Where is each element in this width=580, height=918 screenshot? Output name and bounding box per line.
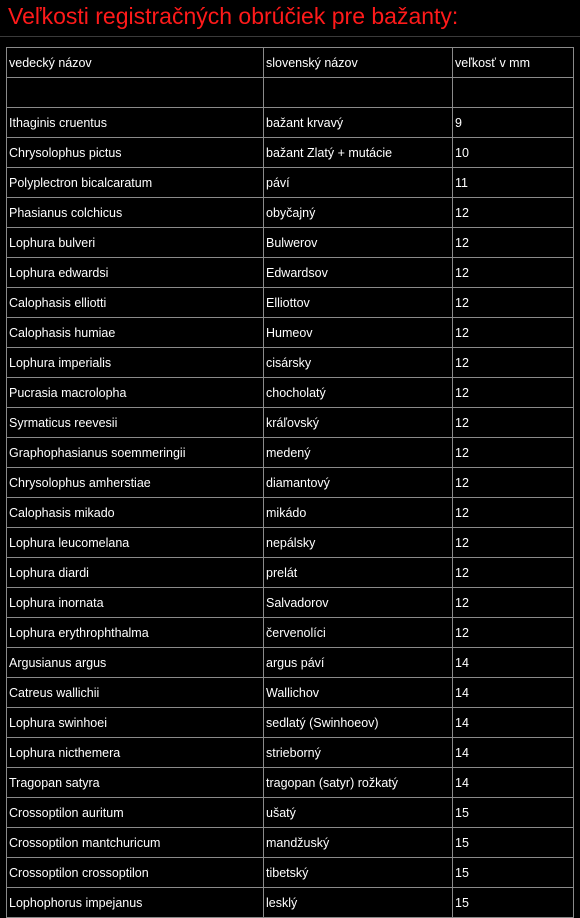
cell-scientific-name: Lophura swinhoei bbox=[7, 708, 264, 738]
table-row bbox=[7, 618, 574, 648]
cell-ring-size: 12 bbox=[453, 198, 574, 228]
cell-slovak-name: strieborný bbox=[264, 738, 453, 768]
cell-ring-size: 9 bbox=[453, 108, 574, 138]
table-row bbox=[7, 348, 574, 378]
title-divider bbox=[0, 36, 580, 37]
cell-ring-size: 12 bbox=[453, 438, 574, 468]
table-row bbox=[7, 288, 574, 318]
cell-ring-size: 14 bbox=[453, 708, 574, 738]
cell-ring-size: 14 bbox=[453, 648, 574, 678]
cell-slovak-name: Bulwerov bbox=[264, 228, 453, 258]
cell-slovak-name: bažant krvavý bbox=[264, 108, 453, 138]
table-empty-row bbox=[7, 78, 574, 108]
cell-scientific-name: Chrysolophus pictus bbox=[7, 138, 264, 168]
cell-scientific-name: Lophophorus impejanus bbox=[7, 888, 264, 918]
table-row bbox=[7, 828, 574, 858]
table-row bbox=[7, 588, 574, 618]
cell-scientific-name: Polyplectron bicalcaratum bbox=[7, 168, 264, 198]
table-row bbox=[7, 318, 574, 348]
cell-slovak-name: prelát bbox=[264, 558, 453, 588]
table-row bbox=[7, 858, 574, 888]
table-row bbox=[7, 468, 574, 498]
cell-scientific-name: Phasianus colchicus bbox=[7, 198, 264, 228]
cell-scientific-name: Crossoptilon auritum bbox=[7, 798, 264, 828]
cell-slovak-name: obyčajný bbox=[264, 198, 453, 228]
cell-ring-size: 12 bbox=[453, 468, 574, 498]
cell-ring-size: 12 bbox=[453, 408, 574, 438]
cell-ring-size: 12 bbox=[453, 228, 574, 258]
table-row bbox=[7, 138, 574, 168]
table-row bbox=[7, 378, 574, 408]
cell-slovak-name: argus páví bbox=[264, 648, 453, 678]
cell-ring-size: 15 bbox=[453, 888, 574, 918]
cell-scientific-name: Crossoptilon mantchuricum bbox=[7, 828, 264, 858]
header-slovak-name: slovenský názov bbox=[264, 48, 453, 78]
cell-slovak-name: cisársky bbox=[264, 348, 453, 378]
cell-slovak-name: Edwardsov bbox=[264, 258, 453, 288]
cell-slovak-name: bažant Zlatý + mutácie bbox=[264, 138, 453, 168]
cell-slovak-name: Elliottov bbox=[264, 288, 453, 318]
table-row bbox=[7, 798, 574, 828]
cell-slovak-name: nepálsky bbox=[264, 528, 453, 558]
cell-scientific-name: Syrmaticus reevesii bbox=[7, 408, 264, 438]
table-row bbox=[7, 168, 574, 198]
table-row bbox=[7, 438, 574, 468]
table-row bbox=[7, 708, 574, 738]
cell-scientific-name: Lophura edwardsi bbox=[7, 258, 264, 288]
cell-scientific-name: Lophura leucomelana bbox=[7, 528, 264, 558]
table-row bbox=[7, 228, 574, 258]
cell-scientific-name: Calophasis mikado bbox=[7, 498, 264, 528]
cell-scientific-name: Chrysolophus amherstiae bbox=[7, 468, 264, 498]
table-row bbox=[7, 408, 574, 438]
cell-scientific-name: Catreus wallichii bbox=[7, 678, 264, 708]
cell-slovak-name: tragopan (satyr) rožkatý bbox=[264, 768, 453, 798]
table-row bbox=[7, 678, 574, 708]
cell-ring-size: 15 bbox=[453, 828, 574, 858]
cell-scientific-name: Ithaginis cruentus bbox=[7, 108, 264, 138]
table-row bbox=[7, 888, 574, 918]
cell-ring-size: 14 bbox=[453, 768, 574, 798]
table-row bbox=[7, 258, 574, 288]
cell-ring-size: 12 bbox=[453, 558, 574, 588]
ring-size-table-body bbox=[7, 48, 574, 918]
cell-scientific-name: Pucrasia macrolopha bbox=[7, 378, 264, 408]
cell-slovak-name: sedlatý (Swinhoeov) bbox=[264, 708, 453, 738]
table-row bbox=[7, 528, 574, 558]
cell-ring-size: 12 bbox=[453, 498, 574, 528]
cell-scientific-name: Tragopan satyra bbox=[7, 768, 264, 798]
cell-scientific-name: Lophura erythrophthalma bbox=[7, 618, 264, 648]
cell-ring-size: 15 bbox=[453, 858, 574, 888]
header-ring-size: veľkosť v mm bbox=[453, 48, 574, 78]
cell-slovak-name: tibetský bbox=[264, 858, 453, 888]
table-row bbox=[7, 498, 574, 528]
cell-scientific-name: Lophura imperialis bbox=[7, 348, 264, 378]
cell-ring-size: 12 bbox=[453, 258, 574, 288]
cell-ring-size: 12 bbox=[453, 348, 574, 378]
table-row bbox=[7, 648, 574, 678]
table-row bbox=[7, 198, 574, 228]
cell-slovak-name: chocholatý bbox=[264, 378, 453, 408]
cell-ring-size: 10 bbox=[453, 138, 574, 168]
empty-cell bbox=[453, 78, 574, 108]
cell-slovak-name: lesklý bbox=[264, 888, 453, 918]
ring-size-table bbox=[6, 47, 574, 918]
cell-slovak-name: Salvadorov bbox=[264, 588, 453, 618]
cell-slovak-name: červenolíci bbox=[264, 618, 453, 648]
cell-slovak-name: mikádo bbox=[264, 498, 453, 528]
empty-cell bbox=[7, 78, 264, 108]
cell-ring-size: 12 bbox=[453, 588, 574, 618]
empty-cell bbox=[264, 78, 453, 108]
cell-ring-size: 15 bbox=[453, 798, 574, 828]
cell-ring-size: 12 bbox=[453, 378, 574, 408]
cell-scientific-name: Lophura diardi bbox=[7, 558, 264, 588]
table-header-row bbox=[7, 48, 574, 78]
table-row bbox=[7, 108, 574, 138]
cell-slovak-name: ušatý bbox=[264, 798, 453, 828]
cell-slovak-name: Wallichov bbox=[264, 678, 453, 708]
cell-ring-size: 14 bbox=[453, 678, 574, 708]
cell-scientific-name: Calophasis humiae bbox=[7, 318, 264, 348]
table-row bbox=[7, 558, 574, 588]
cell-slovak-name: páví bbox=[264, 168, 453, 198]
cell-slovak-name: Humeov bbox=[264, 318, 453, 348]
cell-scientific-name: Lophura nicthemera bbox=[7, 738, 264, 768]
cell-ring-size: 12 bbox=[453, 618, 574, 648]
cell-slovak-name: medený bbox=[264, 438, 453, 468]
cell-slovak-name: kráľovský bbox=[264, 408, 453, 438]
cell-scientific-name: Lophura bulveri bbox=[7, 228, 264, 258]
cell-ring-size: 11 bbox=[453, 168, 574, 198]
cell-ring-size: 12 bbox=[453, 318, 574, 348]
header-scientific-name: vedecký názov bbox=[7, 48, 264, 78]
cell-scientific-name: Graphophasianus soemmeringii bbox=[7, 438, 264, 468]
cell-slovak-name: mandžuský bbox=[264, 828, 453, 858]
table-row bbox=[7, 768, 574, 798]
cell-ring-size: 14 bbox=[453, 738, 574, 768]
table-row bbox=[7, 738, 574, 768]
cell-slovak-name: diamantový bbox=[264, 468, 453, 498]
cell-scientific-name: Calophasis elliotti bbox=[7, 288, 264, 318]
cell-scientific-name: Lophura inornata bbox=[7, 588, 264, 618]
cell-scientific-name: Crossoptilon crossoptilon bbox=[7, 858, 264, 888]
cell-scientific-name: Argusianus argus bbox=[7, 648, 264, 678]
cell-ring-size: 12 bbox=[453, 288, 574, 318]
page-title: Veľkosti registračných obrúčiek pre bažanty: bbox=[8, 3, 459, 29]
cell-ring-size: 12 bbox=[453, 528, 574, 558]
